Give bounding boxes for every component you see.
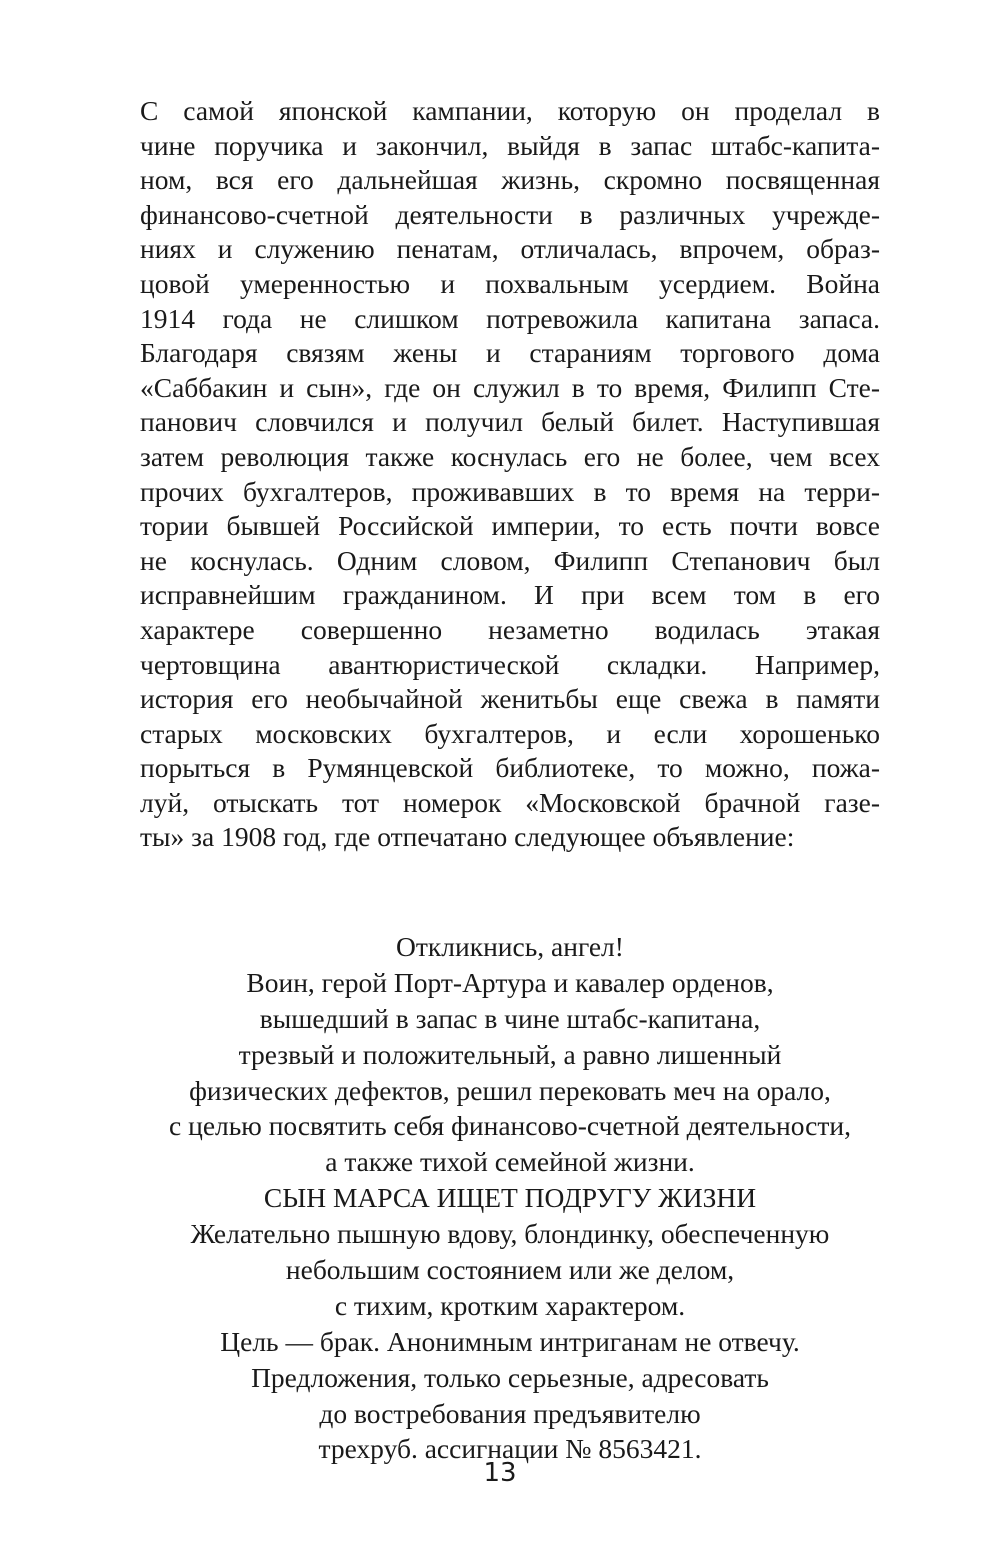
body-line: луй, отыскать тот номерок «Московской брачной газе-: [140, 786, 880, 818]
body-line: С самой японской кампании, которую он проделал в: [140, 95, 880, 126]
ad-line: небольшим состоянием или же делом,: [285, 1254, 735, 1286]
ad-line: Желательно пышную вдову, блондинку, обеспеченную: [190, 1218, 830, 1250]
ad-line: Предложения, только серьезные, адресовать: [251, 1361, 769, 1393]
body-line: исправнейшим гражданином. И при всем том в его: [140, 579, 880, 611]
body-line: панович словчился и получил белый билет. Наступившая: [140, 406, 880, 438]
ad-line: с тихим, кротким характером.: [334, 1289, 686, 1321]
body-line: чертовщина авантюристической складки. Например,: [140, 648, 880, 680]
body-line: характере совершенно незаметно водилась этакая: [140, 613, 880, 645]
body-text: [140, 94, 880, 855]
body-line: цовой умеренностью и похвальным усердием. Война: [140, 267, 880, 299]
body-line: история его необычайной женитьбы еще свежа в памяти: [140, 683, 880, 715]
ad-line: трехруб. ассигнации № 8563421.: [318, 1433, 702, 1465]
body-line: 1914 года не слишком потревожила капитана запаса.: [140, 302, 880, 334]
ad-line: до востребования предъявителю: [319, 1397, 701, 1429]
body-line: ниях и служению пенатам, отличалась, впрочем, образ-: [140, 233, 880, 265]
ad-line: а также тихой семейной жизни.: [325, 1146, 695, 1178]
ad-line: Цель — брак. Анонимным интриганам не отвечу.: [220, 1325, 800, 1357]
body-line: старых московских бухгалтеров, и если хорошенько: [140, 717, 880, 749]
body-line: затем революция также коснулась его не более, чем всех: [140, 440, 880, 472]
body-line: порыться в Румянцевской библиотеке, то можно, пожа-: [140, 752, 880, 784]
body-line: чине поручика и закончил, выйдя в запас штабс-капита-: [140, 129, 880, 161]
body-line: не коснулась. Одним словом, Филипп Степанович был: [140, 544, 880, 576]
body-line: ном, вся его дальнейшая жизнь, скромно посвященная: [140, 164, 880, 196]
body-line: тории бывшей Российской империи, то есть почти вовсе: [140, 510, 880, 542]
body-line: ты» за 1908 год, где отпечатано следующее объявление:: [140, 821, 795, 853]
body-line: Благодаря связям жены и стараниям торгового дома: [140, 337, 880, 369]
advertisement: [140, 929, 880, 1467]
ad-line: с целью посвятить себя финансово-счетной деятельности,: [169, 1110, 851, 1142]
ad-headline: СЫН МАРСА ИЩЕТ ПОДРУГУ ЖИЗНИ: [263, 1182, 757, 1214]
body-line: прочих бухгалтеров, проживавших в то время на терри-: [140, 475, 880, 507]
ad-line: Откликнись, ангел!: [396, 931, 624, 962]
body-line: финансово-счетной деятельности в различных учрежде-: [140, 198, 880, 230]
ad-line: вышедший в запас в чине штабс-капитана,: [259, 1002, 761, 1034]
body-line: «Саббакин и сын», где он служил в то время, Филипп Сте-: [140, 371, 880, 403]
ad-line: Воин, герой Порт-Артура и кавалер орденов,: [246, 966, 774, 998]
ad-line: физических дефектов, решил перековать меч на орало,: [189, 1074, 831, 1106]
page-number: 13: [483, 1458, 517, 1488]
ad-line: трезвый и положительный, а равно лишенный: [238, 1038, 782, 1070]
